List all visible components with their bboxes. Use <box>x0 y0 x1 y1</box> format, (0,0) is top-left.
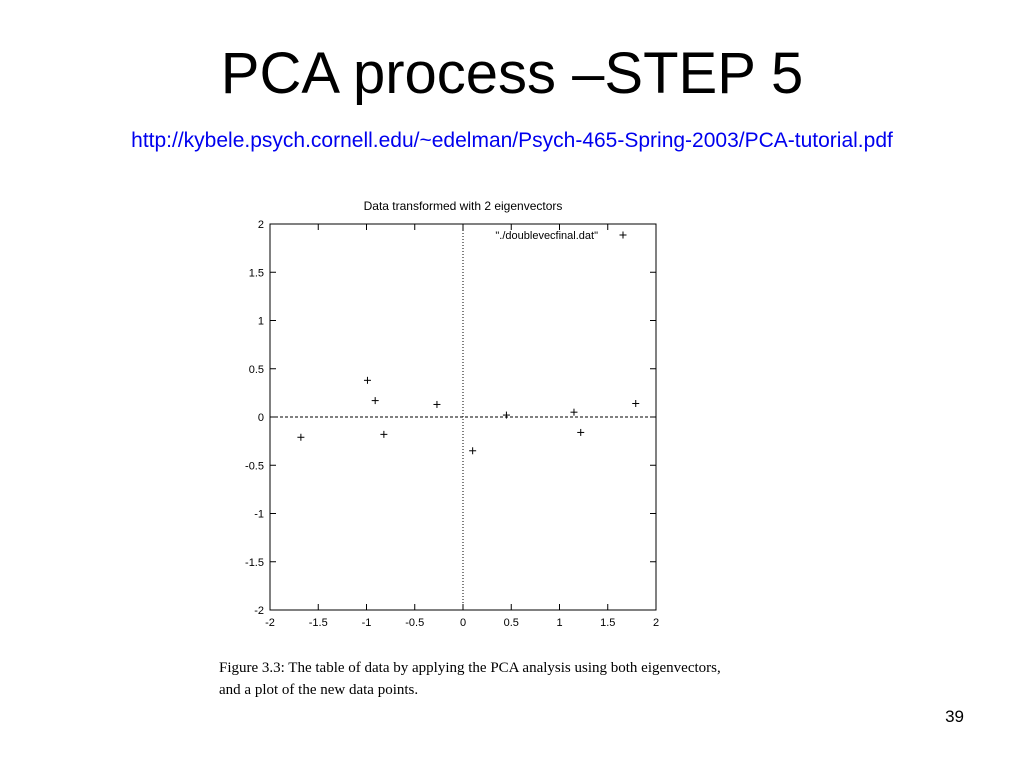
data-point <box>469 447 476 454</box>
legend-label: "./doublevecfinal.dat" <box>495 230 598 242</box>
y-tick-label: 0.5 <box>248 363 264 376</box>
slide-title: PCA process –STEP 5 <box>220 41 804 106</box>
y-tick-label: 2 <box>257 219 264 231</box>
data-point <box>433 401 440 408</box>
data-point <box>577 429 584 436</box>
data-point <box>570 409 577 416</box>
data-point <box>380 431 387 438</box>
data-point <box>364 377 371 384</box>
x-tick-label: -2 <box>265 617 275 629</box>
x-tick-label: -1 <box>361 617 372 629</box>
x-tick-label: -0.5 <box>405 617 425 629</box>
legend-marker <box>620 232 627 239</box>
x-tick-label: 1 <box>556 617 563 629</box>
y-tick-label: -2 <box>254 605 264 617</box>
scatter-plot <box>230 212 670 632</box>
y-tick-label: 0 <box>257 412 264 424</box>
chart-title: Data transformed with 2 eigenvectors <box>363 199 563 213</box>
y-tick-label: -1 <box>254 508 264 521</box>
x-tick-label: -1.5 <box>308 617 328 629</box>
figure-caption <box>219 657 859 701</box>
caption-line-2: and a plot of the new data points. <box>219 682 419 698</box>
x-tick-label: 0 <box>459 617 467 629</box>
x-tick-label: 2 <box>652 617 660 629</box>
y-tick-label: 1.5 <box>248 267 264 280</box>
y-tick-label: 1 <box>257 315 264 328</box>
data-point <box>297 434 304 441</box>
y-tick-label: -1.5 <box>245 556 264 569</box>
data-point <box>503 412 510 419</box>
data-point <box>632 400 639 407</box>
y-tick-label: -0.5 <box>245 460 264 473</box>
source-link[interactable]: http://kybele.psych.cornell.edu/~edelman/Psych-465-Spring-2003/PCA-tutorial.pdf <box>131 129 893 152</box>
slide-number: 39 <box>945 707 964 726</box>
caption-line-1: Figure 3.3: The table of data by applying the PCA analysis using both eigenvectors, <box>219 660 721 676</box>
x-tick-label: 1.5 <box>600 617 616 629</box>
x-tick-label: 0.5 <box>503 617 519 629</box>
data-point <box>372 397 379 404</box>
